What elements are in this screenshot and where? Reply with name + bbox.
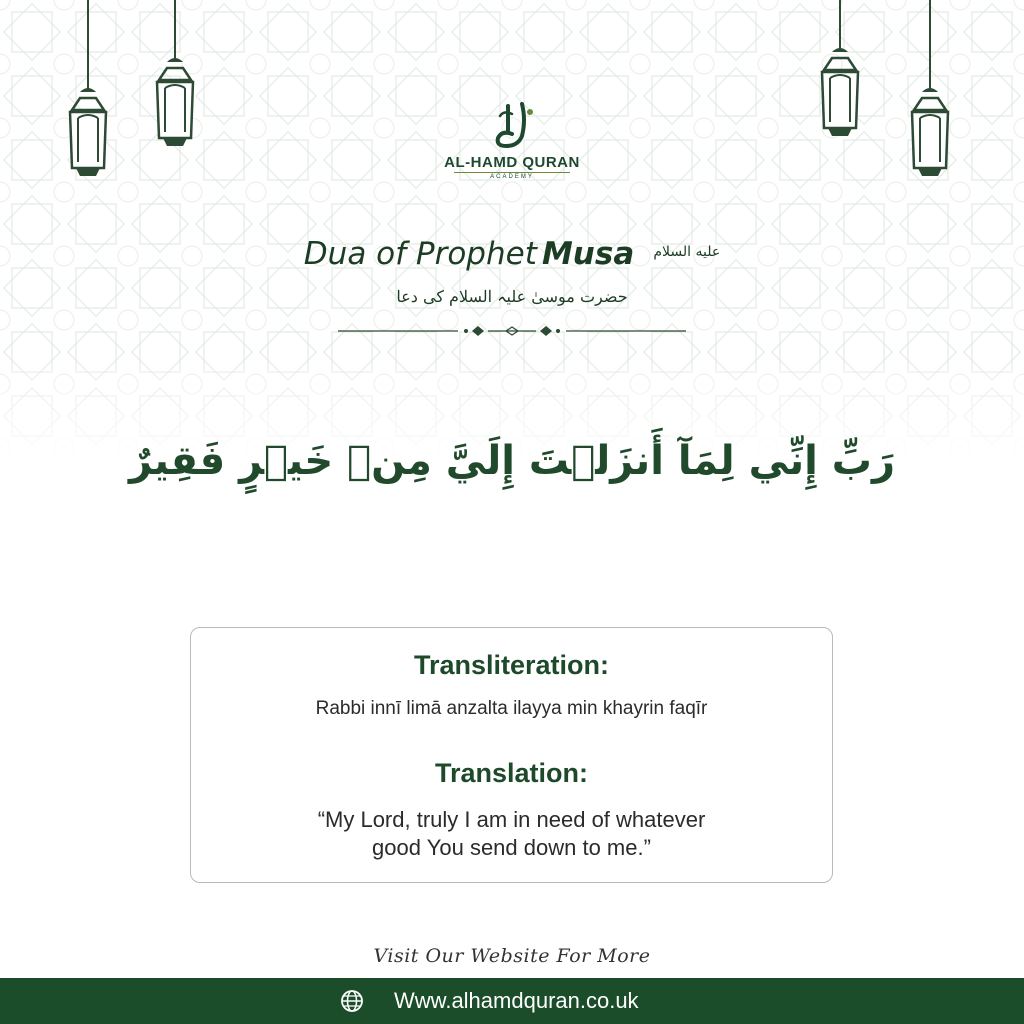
lantern-icon [810, 0, 870, 145]
title-honorific: عليه السلام [653, 244, 721, 260]
ornament-divider [338, 323, 686, 339]
translation-line: good You send down to me.” [372, 835, 651, 860]
lantern-icon [58, 0, 118, 185]
website-url[interactable]: Www.alhamdquran.co.uk [394, 988, 639, 1013]
globe-icon [340, 989, 364, 1013]
title-regular: Dua of Prophet [303, 236, 537, 272]
brand-logo [432, 100, 592, 185]
page-title [0, 236, 1024, 272]
translation-card [190, 627, 833, 883]
page-subtitle: حضرت موسیٰ علیہ السلام کی دعا [396, 287, 628, 306]
transliteration-heading: Transliteration: [413, 650, 610, 680]
translation-line: “My Lord, truly I am in need of whatever [317, 807, 706, 832]
title-bold: Musa [541, 236, 635, 272]
footer-bar [0, 978, 1024, 1024]
brand-name: AL-HAMD QURAN [444, 154, 580, 171]
cta-text: Visit Our Website For More [373, 945, 651, 967]
arabic-verse: رَبِّ إِنِّي لِمَآ أَنزَلۡتَ إِلَيَّ مِنۡ خَيۡرٍ فَقِيرٌ [129, 438, 895, 484]
translation-heading: Translation: [434, 758, 589, 788]
lantern-icon [900, 0, 960, 185]
calligraphy-logo-icon [482, 100, 542, 152]
lantern-icon [145, 0, 205, 150]
translation-text [191, 806, 832, 862]
website-link[interactable] [340, 987, 639, 1015]
transliteration-text: Rabbi innī limā anzalta ilayya min khayrin faqīr [315, 698, 708, 719]
brand-tagline: ACADEMY [454, 172, 570, 180]
